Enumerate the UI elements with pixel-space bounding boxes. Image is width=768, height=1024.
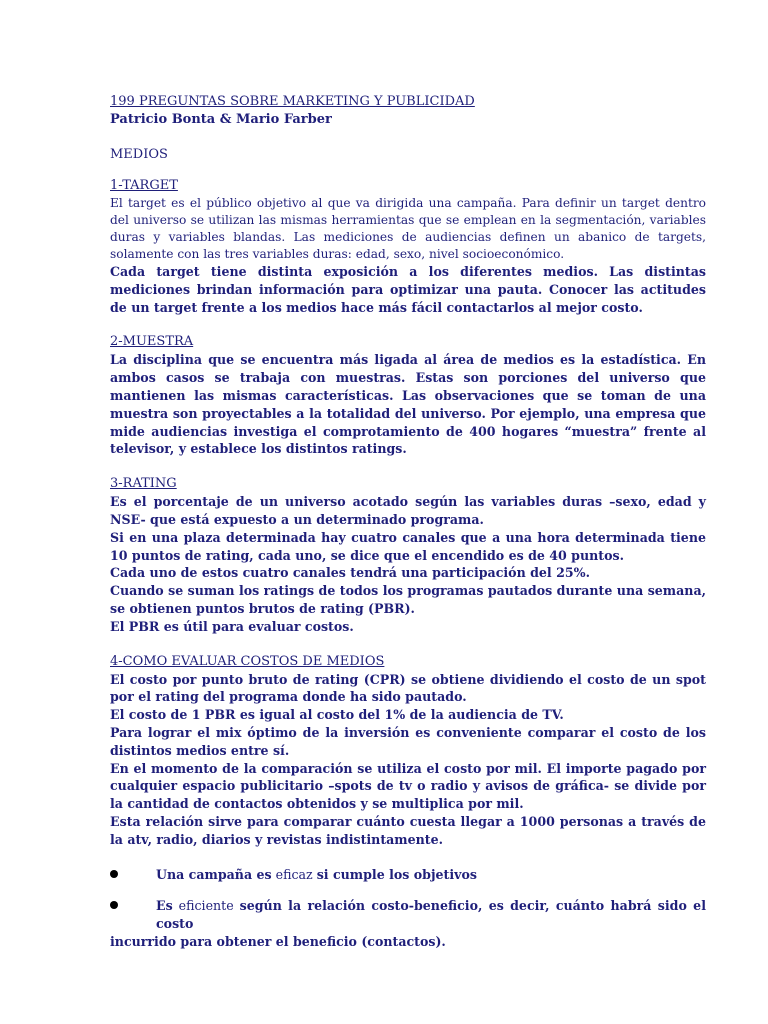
bullet-eficiente-part3: según la relación costo-beneficio, es decir, cuánto habrá sido el costo xyxy=(156,897,706,931)
document-page xyxy=(110,93,706,951)
bullet-eficaz xyxy=(110,866,706,884)
heading-target: 1-TARGET xyxy=(110,178,178,193)
heading-costos: 4-COMO EVALUAR COSTOS DE MEDIOS xyxy=(110,653,385,669)
costos-paragraph-2: El costo de 1 PBR es igual al costo del 1% de la audiencia de TV. xyxy=(110,707,564,723)
costos-paragraph-4: En el momento de la comparación se utiliza el costo por mil. El importe pagado por cualquier espacio publicitario –spots de tv o radio y avisos de gráfica- se divide por la cantidad de contactos obtenidos y se multiplica por mil. xyxy=(110,760,706,812)
bullet-icon xyxy=(110,870,118,878)
costos-paragraph-1: El costo por punto bruto de rating (CPR) se obtiene dividiendo el costo de un spot por el rating del programa donde ha sido pautado. xyxy=(110,671,706,705)
rating-paragraph-1: Es el porcentaje de un universo acotado según las variables duras –sexo, edad y NSE- que está expuesto a un determinado programa. xyxy=(110,494,706,527)
costos-paragraph-5: Esta relación sirve para comparar cuánto cuesta llegar a 1000 personas a través de la atv, radio, diarios y revistas indistintamente. xyxy=(110,813,706,847)
muestra-paragraph: La disciplina que se encuentra más ligada al área de medios es la estadística. En ambos casos se trabaja con muestras. Estas son porciones del universo que mantienen las mismas características. Las observaciones que se toman de una muestra son proyectables a la totalidad del universo. Por ejemplo, una empresa que mide audiencias investiga el comprotamiento de 400 hogares “muestra” frente al televisor, y establece los distintos ratings. xyxy=(110,352,706,457)
rating-paragraph-2: Si en una plaza determinada hay cuatro canales que a una hora determinada tiene 10 puntos de rating, cada uno, se dice que el encendido es de 40 puntos. xyxy=(110,529,706,563)
document-authors: Patricio Bonta & Mario Farber xyxy=(110,112,332,127)
heading-rating: 3-RATING xyxy=(110,476,177,492)
bullet-eficiente xyxy=(110,897,706,933)
costos-paragraph-3: Para lograr el mix óptimo de la inversión es conveniente comparar el costo de los distintos medios entre sí. xyxy=(110,724,706,758)
bullet-eficiente-text xyxy=(156,897,706,933)
bullet-eficiente-continuation: incurrido para obtener el beneficio (contactos). xyxy=(110,933,446,949)
bullet-eficaz-keyword: eficaz xyxy=(275,866,313,882)
document-title: 199 PREGUNTAS SOBRE MARKETING Y PUBLICIDAD xyxy=(110,94,475,109)
bullet-eficiente-keyword: eficiente xyxy=(178,897,234,913)
target-bold-paragraph: Cada target tiene distinta exposición a los diferentes medios. Las distintas mediciones brindan información para optimizar una pauta. Conocer las actitudes de un target frente a los medios hace más fácil contactarlos al mejor costo. xyxy=(110,264,706,315)
target-plain-paragraph: El target es el público objetivo al que va dirigida una campaña. Para definir un target dentro del universo se utilizan las mismas herramientas que se emplean en la segmentación, variables duras y variables blandas. Las mediciones de audiencias definen un abanico de targets, solamente con las tres variables duras: edad, sexo, nivel socioeconómico. xyxy=(110,196,706,261)
bullet-eficaz-part3: si cumple los objetivos xyxy=(316,866,477,882)
bullet-eficaz-part1: Una campaña es xyxy=(156,866,272,882)
rating-paragraph-4: Cuando se suman los ratings de todos los programas pautados durante una semana, se obtienen puntos brutos de rating (PBR). xyxy=(110,583,706,616)
heading-muestra: 2-MUESTRA xyxy=(110,334,194,350)
section-label: MEDIOS xyxy=(110,147,168,162)
rating-paragraph-3: Cada uno de estos cuatro canales tendrá una participación del 25%. xyxy=(110,565,590,581)
bullet-eficiente-part1: Es xyxy=(156,897,173,913)
bullet-eficaz-text xyxy=(156,866,706,884)
rating-paragraph-5: El PBR es útil para evaluar costos. xyxy=(110,618,354,634)
bullet-icon xyxy=(110,901,118,909)
